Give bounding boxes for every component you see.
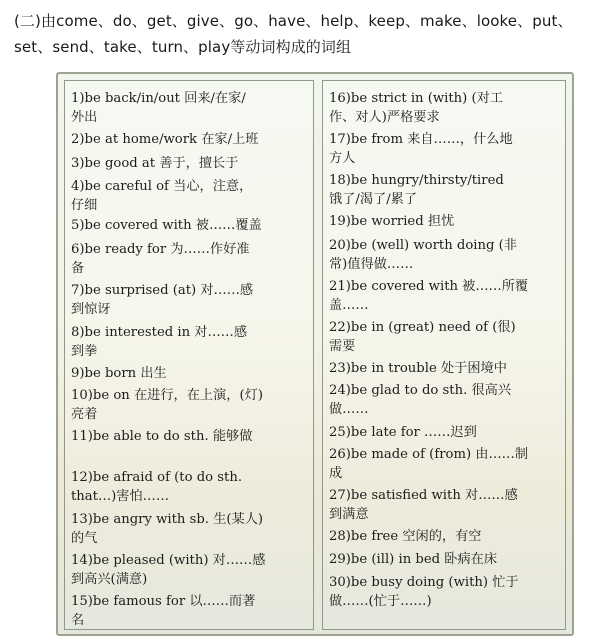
list-item: 30)be busy doing (with) 忙于 做……(忙于……) <box>329 575 519 609</box>
list-item: 27)be satisfied with 对……感 到满意 <box>329 488 518 522</box>
list-item: 19)be worried 担忧 <box>329 214 455 229</box>
list-item: 10)be on 在进行，在上演，(灯) 亮着 <box>71 388 263 422</box>
list-item: 8)be interested in 对……感 到拳 <box>71 325 248 359</box>
right-column <box>322 80 566 630</box>
list-item: 17)be from 来自……，什么地 方人 <box>329 132 513 166</box>
phrase-card <box>56 72 574 636</box>
list-item: 5)be covered with 被……覆盖 <box>71 218 262 233</box>
list-item: 20)be (well) worth doing (非 常)值得做…… <box>329 238 517 272</box>
list-item: 1)be back/in/out 回来/在家/ 外出 <box>71 91 246 125</box>
list-item: 16)be strict in (with) (对工 作、对人)严格要求 <box>329 91 504 125</box>
list-item: 15)be famous for 以……而著 名 <box>71 594 256 628</box>
list-item: 23)be in trouble 处于困境中 <box>329 361 507 376</box>
list-item: 12)be afraid of (to do sth. that…)害怕…… <box>71 470 243 504</box>
list-item: 29)be (ill) in bed 卧病在床 <box>329 552 498 567</box>
list-item: 24)be glad to do sth. 很高兴 做…… <box>329 383 512 417</box>
section-heading: (二)由come、do、get、give、go、have、help、keep、make、looke、put、set、send、take、turn、play等动词构成的词组 <box>14 12 573 56</box>
list-item: 3)be good at 善于，擅长于 <box>71 156 239 171</box>
list-item: 18)be hungry/thirsty/tired 饿了/渴了/累了 <box>329 173 504 207</box>
list-item: 6)be ready for 为……作好准 备 <box>71 242 250 276</box>
list-item: 11)be able to do sth. 能够做 <box>71 429 253 444</box>
list-item: 25)be late for ……迟到 <box>329 425 477 440</box>
list-item: 26)be made of (from) 由……制 成 <box>329 447 529 481</box>
list-item: 7)be surprised (at) 对……感 到惊讶 <box>71 283 254 317</box>
list-item: 14)be pleased (with) 对……感 到高兴(满意) <box>71 553 266 587</box>
list-item: 22)be in (great) need of (很) 需要 <box>329 320 516 354</box>
list-item: 2)be at home/work 在家/上班 <box>71 132 259 147</box>
left-column <box>64 80 314 630</box>
list-item: 28)be free 空闲的，有空 <box>329 529 482 544</box>
list-item: 9)be born 出生 <box>71 366 167 381</box>
list-item: 21)be covered with 被……所覆 盖…… <box>329 279 529 313</box>
list-item: 13)be angry with sb. 生(某人) 的气 <box>71 512 264 546</box>
list-item: 4)be careful of 当心，注意， 仔细 <box>71 179 253 213</box>
